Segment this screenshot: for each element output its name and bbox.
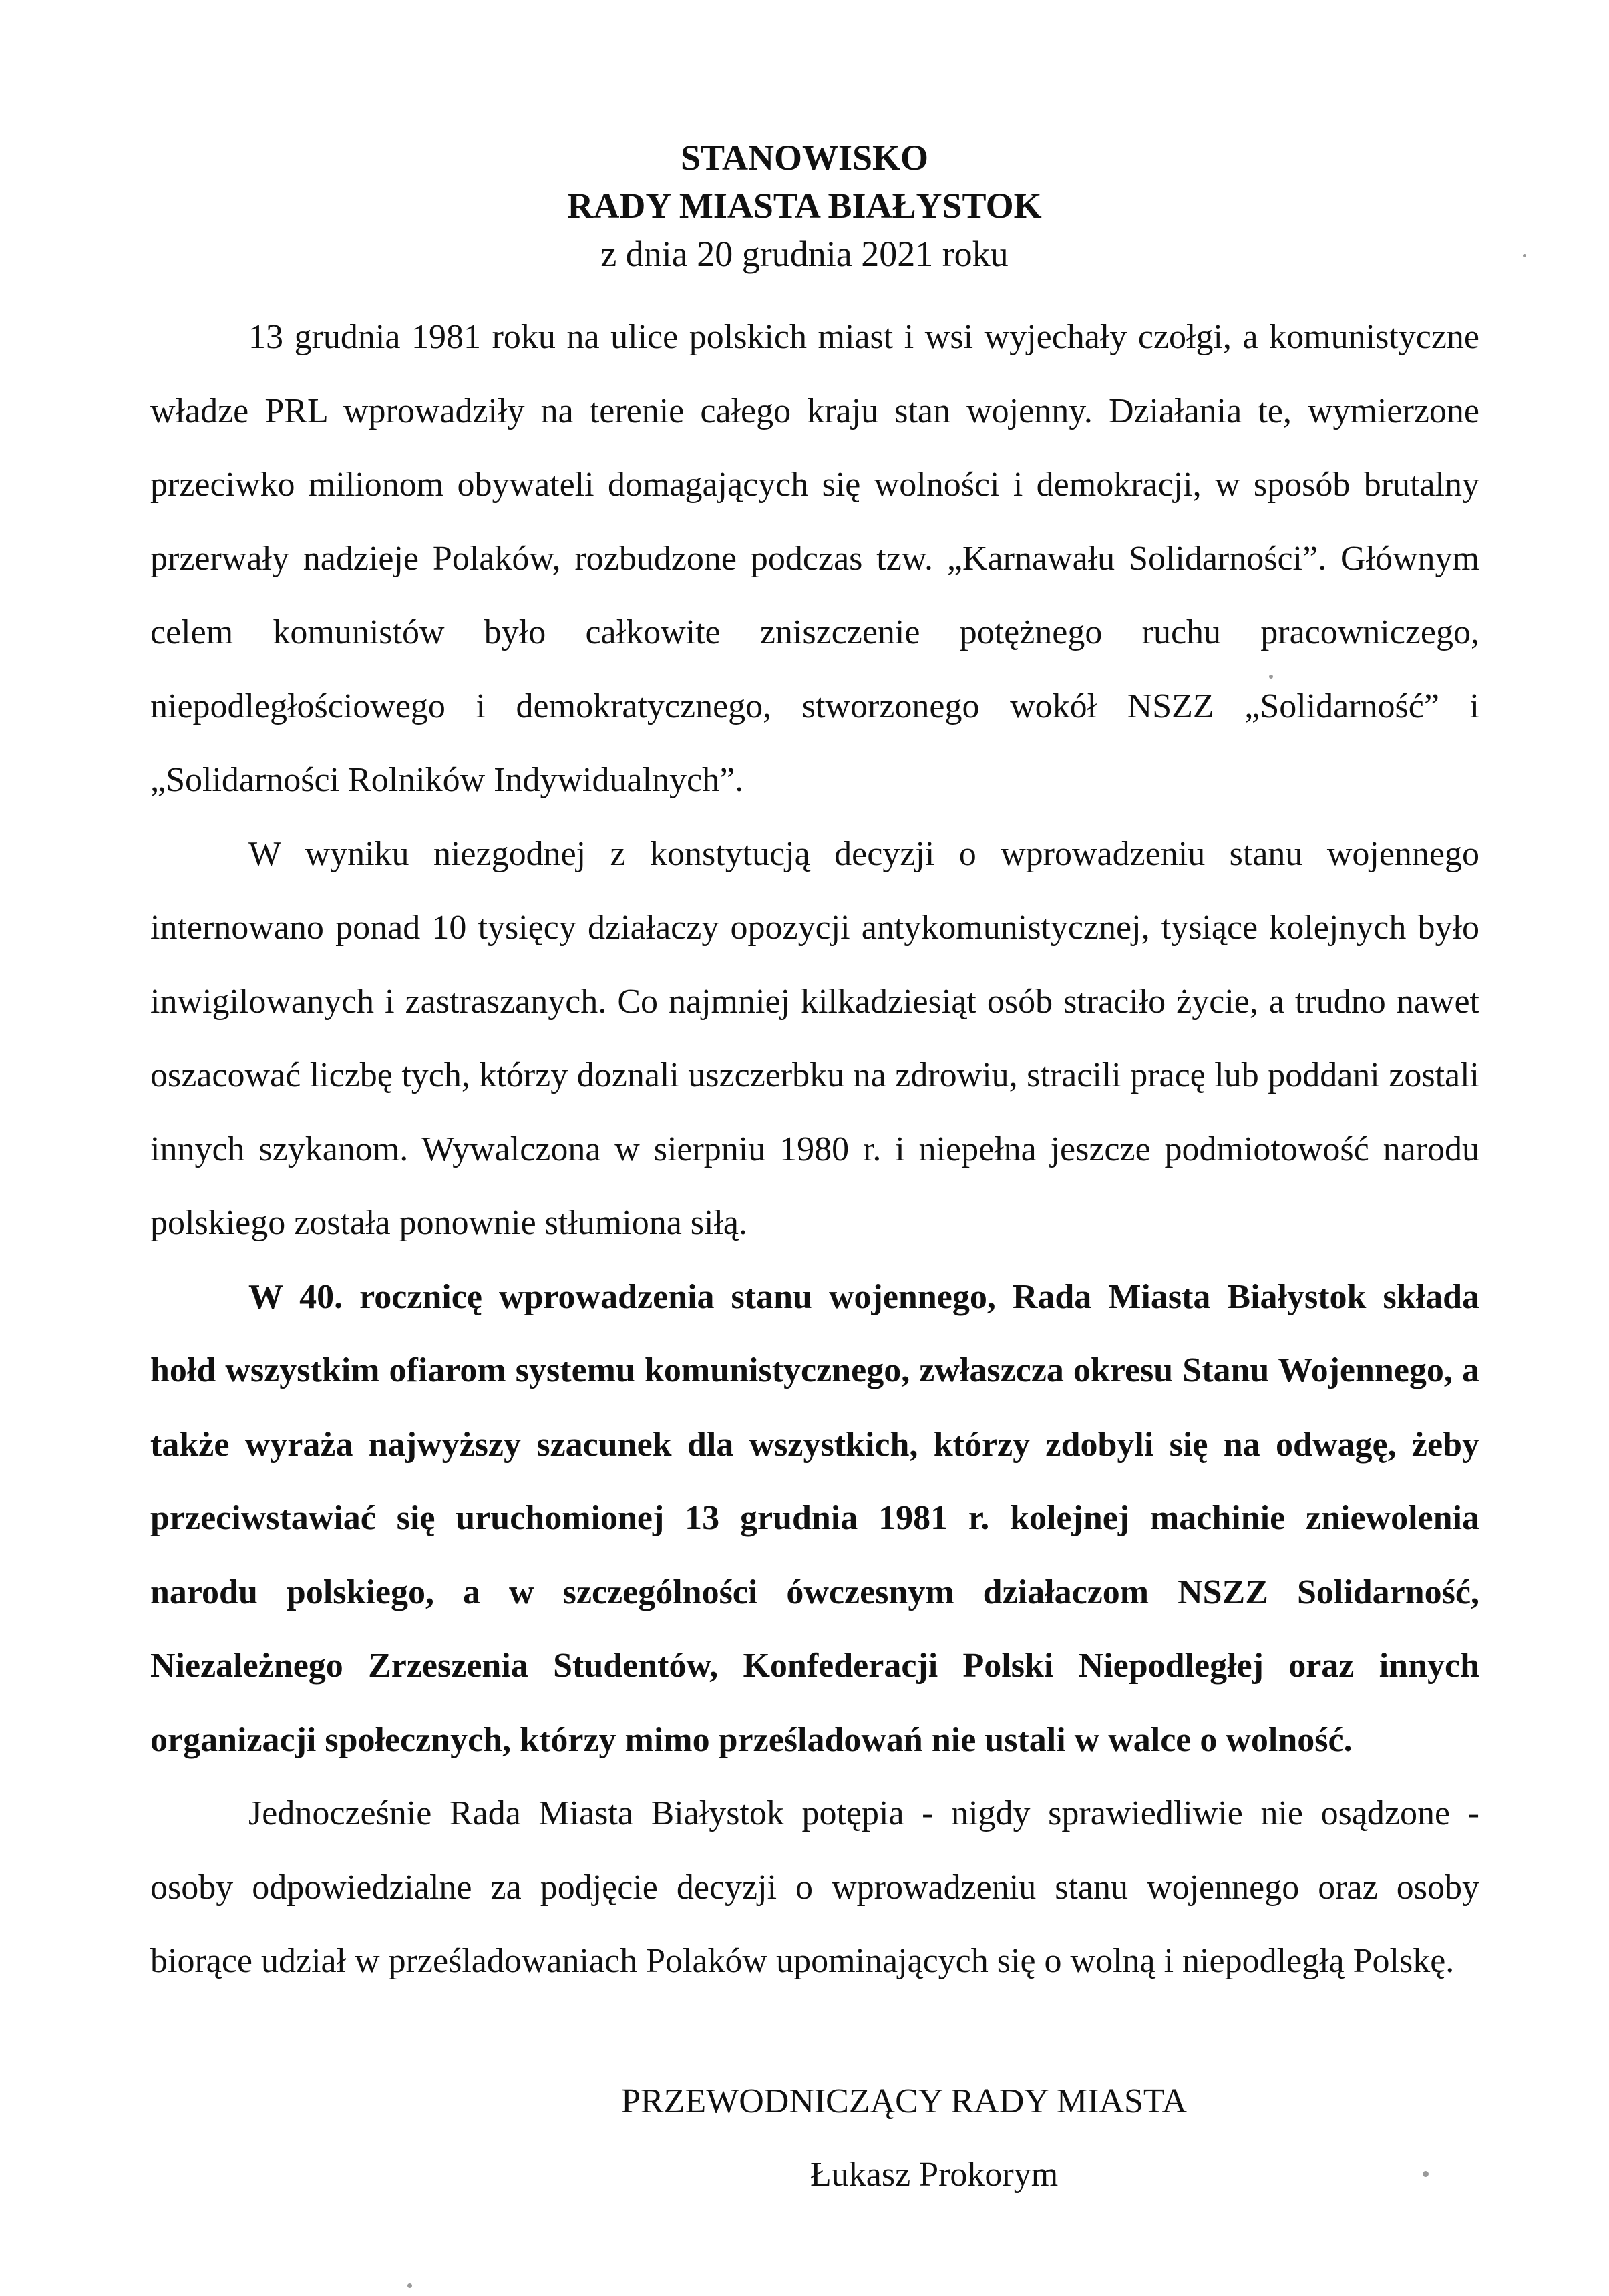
document-type-heading: STANOWISKO (680, 138, 929, 178)
signatory-title: PRZEWODNICZĄCY RADY MIASTA (621, 2082, 1188, 2120)
paragraph-4: Jednocześnie Rada Miasta Białystok potępia - nigdy sprawiedliwie nie osądzone - osoby odpowiedzialne za podjęcie decyzji o wprowadzeniu stanu wojennego oraz osoby biorące udział w prześladowaniach Polaków upominających się o wolną i niepodległą Polskę. (150, 1794, 1479, 1980)
paragraph-2: W wyniku niezgodnej z konstytucją decyzji o wprowadzeniu stanu wojennego internowano ponad 10 tysięcy działaczy opozycji antykomunistycznej, tysiące kolejnych było inwigilowanych i zastraszanych. Co najmniej kilkadziesiąt osób straciło życie, a trudno nawet oszacować liczbę tych, którzy doznali uszczerbku na zdrowiu, stracili pracę lub poddani zostali innych szykanom. Wywalczona w sierpniu 1980 r. i niepełna jeszcze podmiotowość narodu polskiego została ponownie stłumiona siłą. (150, 834, 1479, 1242)
scan-speck (1423, 2171, 1429, 2177)
signatory-name: Łukasz Prokorym (810, 2156, 1059, 2194)
scan-speck (1523, 254, 1526, 257)
document-date: z dnia 20 grudnia 2021 roku (600, 234, 1009, 274)
document-header (0, 134, 1609, 278)
scan-speck (1269, 675, 1273, 679)
scan-speck (407, 2283, 412, 2288)
document-body (150, 301, 1479, 1999)
paragraph-1: 13 grudnia 1981 roku na ulice polskich miast i wsi wyjechały czołgi, a komunistyczne władze PRL wprowadziły na terenie całego kraju stan wojenny. Działania te, wymierzone przeciwko milionom obywateli domagających się wolności i demokracji, w sposób brutalny przerwały nadzieje Polaków, rozbudzone podczas tzw. „Karnawału Solidarności”. Głównym celem komunistów było całkowite zniszczenie potężnego ruchu pracowniczego, niepodległościowego i demokratycznego, stworzonego wokół NSZZ „Solidarność” i „Solidarności Rolników Indywidualnych”. (150, 318, 1479, 799)
issuing-body-heading: RADY MIASTA BIAŁYSTOK (567, 186, 1042, 226)
paragraph-3-bold: W 40. rocznicę wprowadzenia stanu wojennego, Rada Miasta Białystok składa hołd wszystkim ofiarom systemu komunistycznego, zwłaszcza okresu Stanu Wojennego, a także wyraża najwyższy szacunek dla wszystkich, którzy zdobyli się na odwagę, żeby przeciwstawiać się uruchomionej 13 grudnia 1981 r. kolejnej machinie zniewolenia narodu polskiego, a w szczególności ówczesnym działaczom NSZZ Solidarność, Niezależnego Zrzeszenia Studentów, Konfederacji Polski Niepodległej oraz innych organizacji społecznych, którzy mimo prześladowań nie ustali w walce o wolność. (150, 1277, 1479, 1759)
